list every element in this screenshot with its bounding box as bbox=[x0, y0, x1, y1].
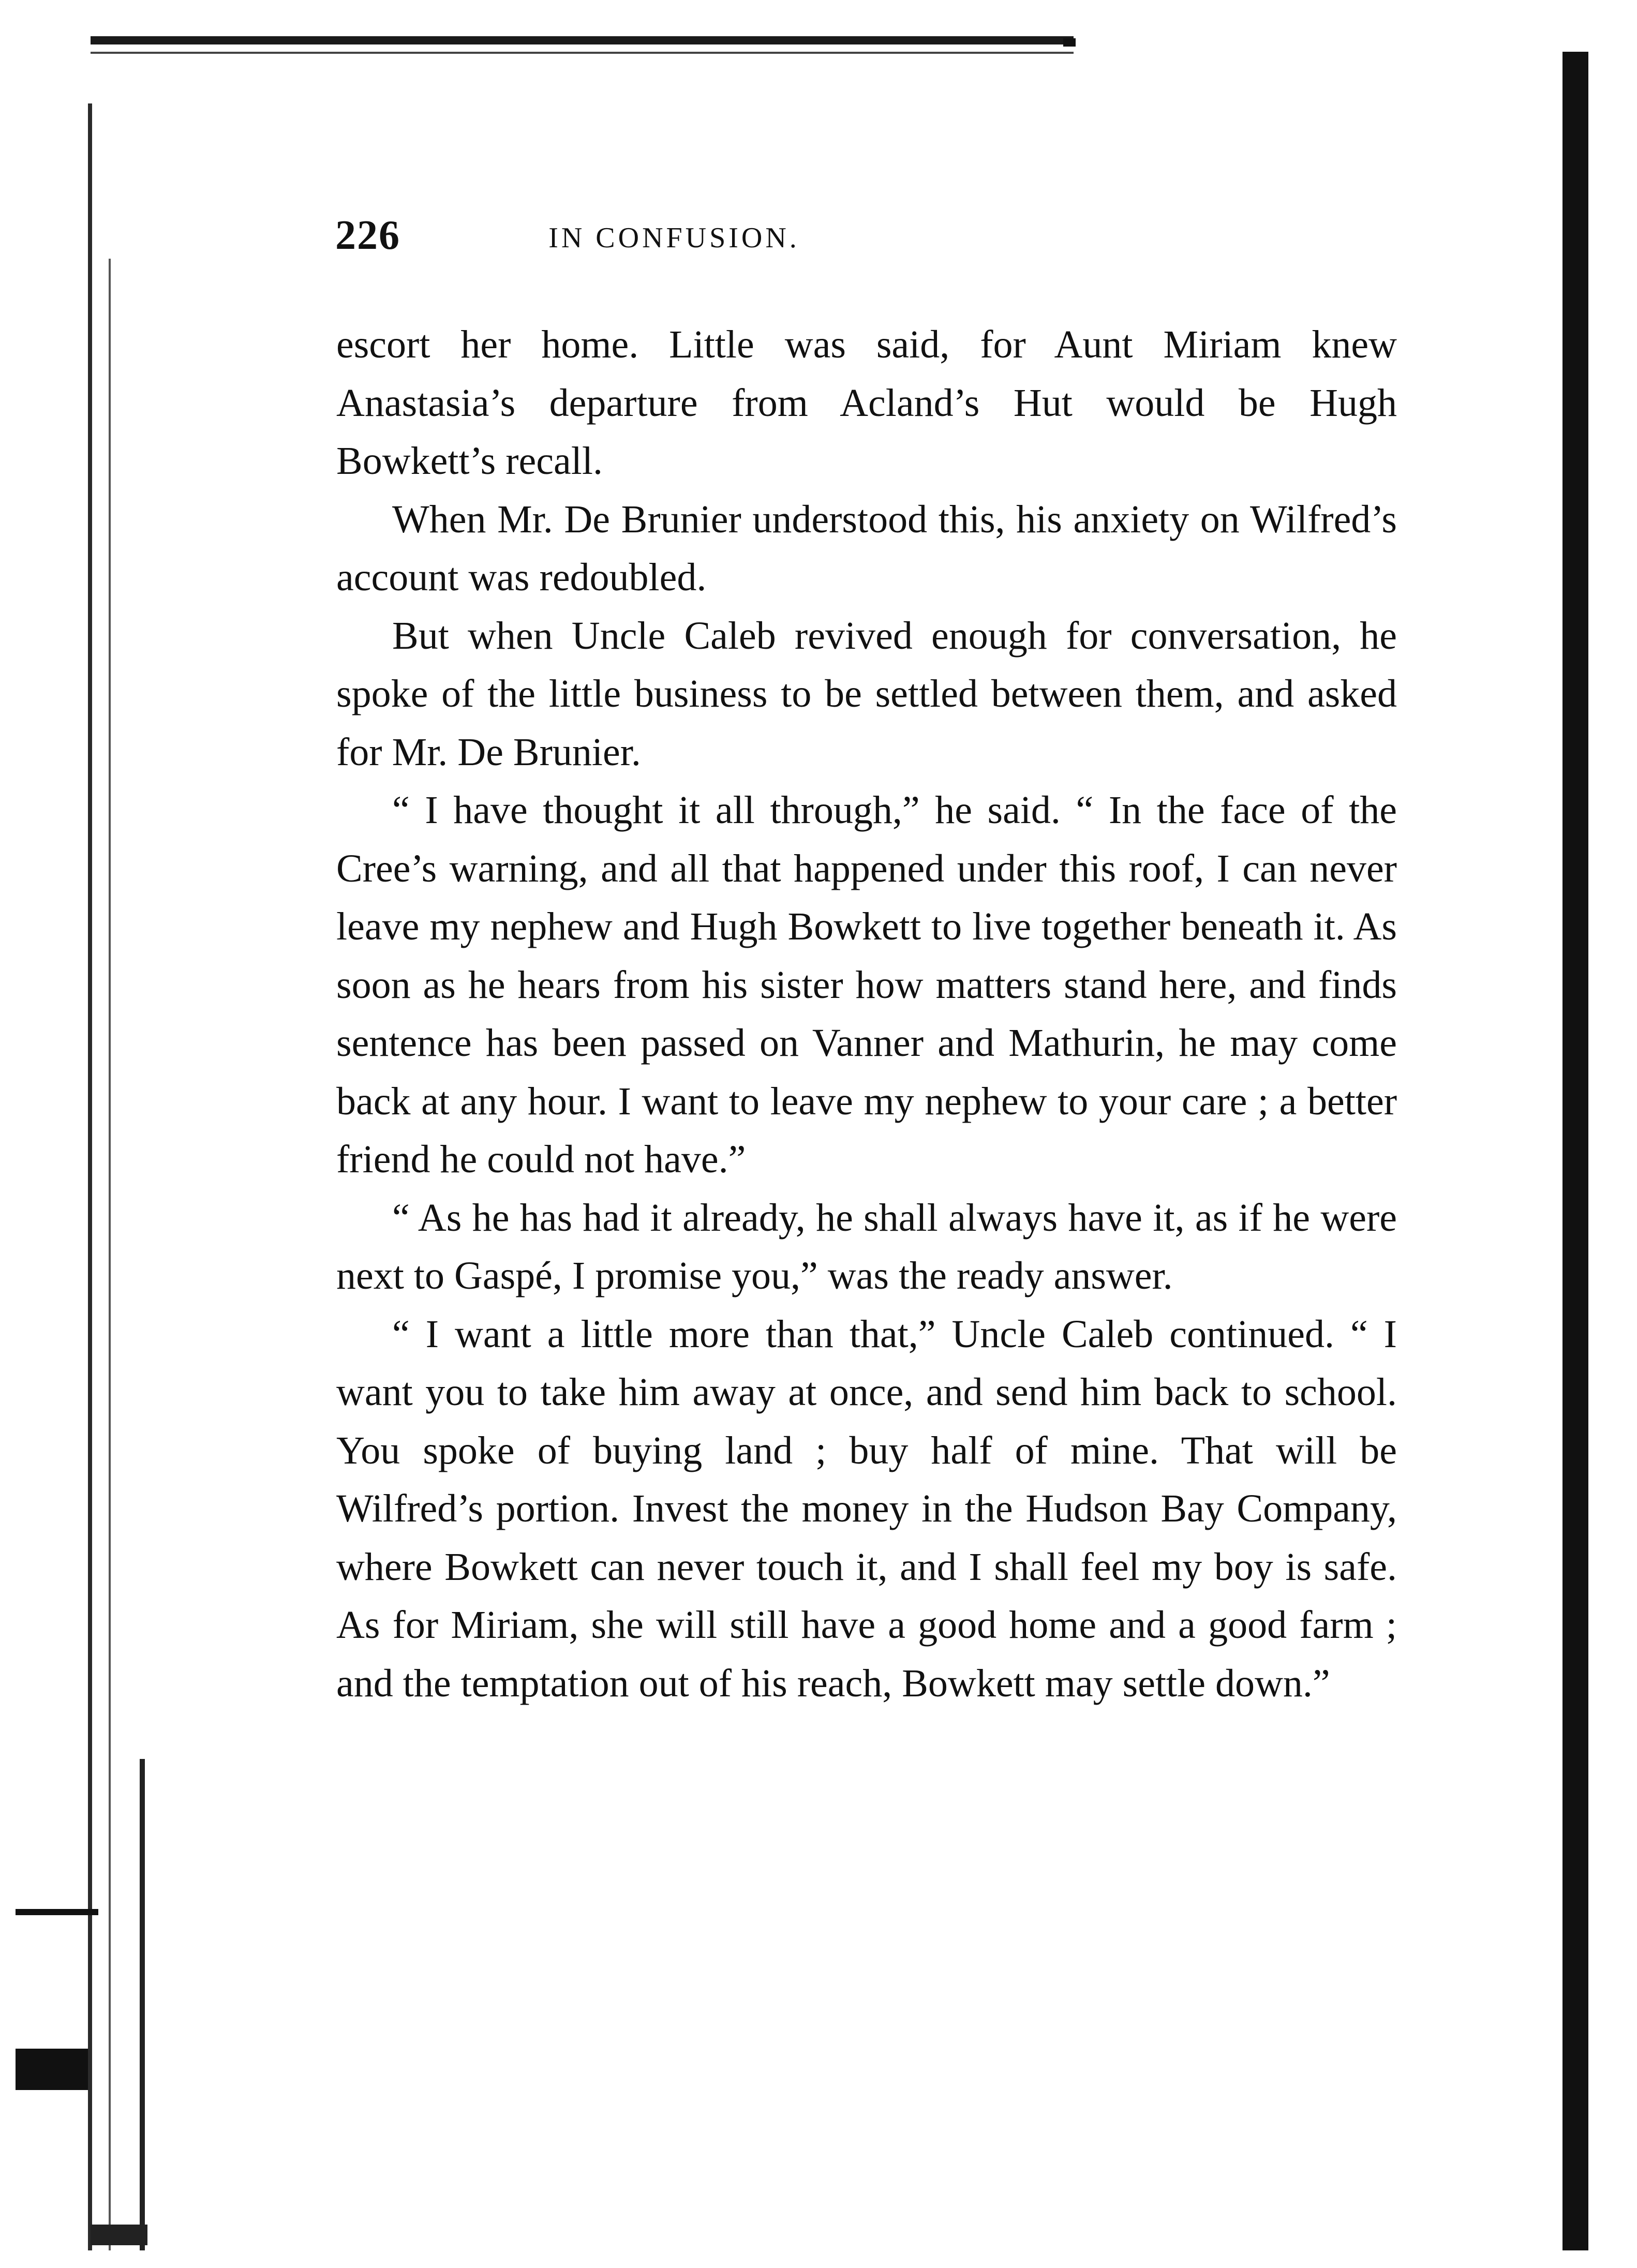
paragraph: “ As he has had it already, he shall always have it, as if he were next to Gaspé, I promise you,” was the ready answer. bbox=[336, 1196, 1397, 1297]
page-heading: IN CONFUSION. bbox=[548, 222, 800, 254]
left-foot-mark bbox=[91, 2225, 147, 2245]
paragraph: “ I have thought it all through,” he said. “ In the face of the Cree’s warning, and all that happened under this roof, I can never leave my nephew and Hugh Bowkett to live together beneath it. As soon as he hears from his sister how matters stand here, and finds sentence has been passed on Vanner and Mathurin, he may come back at any hour. I want to leave my nephew to your care ; a better friend he could not have.” bbox=[336, 788, 1397, 1181]
body-text bbox=[336, 316, 1397, 1712]
paragraph: “ I want a little more than that,” Uncle Caleb continued. “ I want you to take him away at once, and send him back to school. You spoke of buying land ; buy half of mine. That will be Wilfred’s portion. Invest the money in the Hudson Bay Company, where Bowkett can never touch it, and I shall feel my boy is safe. As for Miriam, she will still have a good home and a good farm ; and the temptation out of his reach, Bowkett may settle down.” bbox=[336, 1312, 1397, 1705]
right-scan-edge bbox=[1562, 52, 1588, 2250]
paragraph: When Mr. De Brunier understood this, his anxiety on Wilfred’s account was redoubled. bbox=[336, 497, 1397, 599]
paragraph: But when Uncle Caleb revived enough for conversation, he spoke of the little business to be settled between them, and asked for Mr. De Brunier. bbox=[336, 614, 1397, 774]
left-scan-edge-inner bbox=[109, 259, 111, 2250]
running-head bbox=[335, 212, 1013, 264]
left-scan-edge-lower bbox=[140, 1759, 145, 2250]
left-margin-block bbox=[16, 2049, 88, 2090]
top-border-rule bbox=[91, 36, 1074, 44]
top-border-thin-rule bbox=[91, 52, 1074, 54]
paragraph: escort her home. Little was said, for Aunt Miriam knew Anastasia’s departure from Acland’s Hut would be Hugh Bowkett’s recall. bbox=[336, 323, 1397, 483]
left-scan-edge bbox=[88, 103, 92, 2250]
top-border-mark bbox=[1063, 38, 1076, 47]
left-margin-mark bbox=[16, 1909, 98, 1915]
page-number: 226 bbox=[335, 213, 400, 258]
